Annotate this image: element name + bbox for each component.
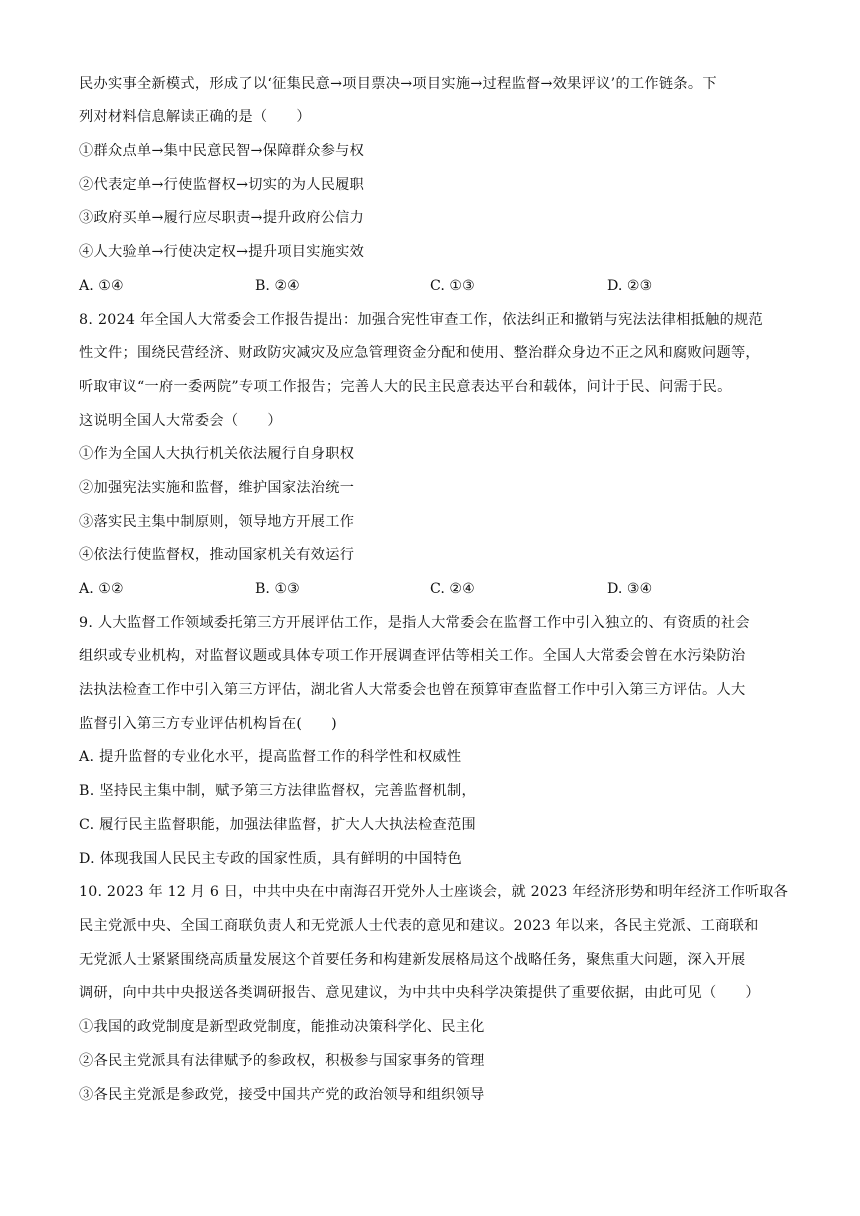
q8-item-2: ②加强宪法实施和监督，维护国家法治统一	[79, 480, 355, 496]
q8-option-d: D. ③④	[607, 581, 653, 597]
q8-stem-line-3: 听取审议“一府一委两院”专项工作报告；完善人大的民主民意表达平台和载体，问计于民、问需于民。	[79, 379, 732, 395]
q8-option-c: C. ②④	[430, 581, 475, 597]
q7-option-a: A. ①④	[79, 278, 124, 294]
q9-stem-line-1: 9. 人大监督工作领域委托第三方开展评估工作，是指人大常委会在监督工作中引入独立的、有资质的社会	[79, 615, 750, 631]
q8-option-a: A. ①②	[79, 581, 124, 597]
q7-stem-line-1: 民办实事全新模式，形成了以‘征集民意→项目票决→项目实施→过程监督→效果评议’的工作链条。下	[79, 76, 717, 92]
q7-item-2: ②代表定单→行使监督权→切实的为人民履职	[79, 177, 365, 193]
q7-option-d: D. ②③	[607, 278, 653, 294]
q8-stem-line-1: 8. 2024 年全国人大常委会工作报告提出：加强合宪性审查工作，依法纠正和撤销与宪法法律相抵触的规范	[79, 312, 764, 328]
q8-item-4: ④依法行使监督权，推动国家机关有效运行	[79, 547, 355, 563]
q10-stem-line-1: 10. 2023 年 12 月 6 日，中共中央在中南海召开党外人士座谈会，就 2023 年经济形势和明年经济工作听取各	[79, 884, 789, 900]
q10-stem-line-4: 调研，向中共中央报送各类调研报告、意见建议，为中共中央科学决策提供了重要依据，由此可见（ ）	[79, 985, 760, 1001]
q10-item-1: ①我国的政党制度是新型政党制度，能推动决策科学化、民主化	[79, 1019, 485, 1035]
q8-stem-line-2: 性文件；围绕民营经济、财政防灾减灾及应急管理资金分配和使用、整治群众身边不正之风和腐败问题等，	[79, 345, 760, 361]
q9-stem-line-3: 法执法检查工作中引入第三方评估，湖北省人大常委会也曾在预算审查监督工作中引入第三方评估。人大	[79, 682, 746, 698]
q8-option-b: B. ①③	[255, 581, 300, 597]
q7-stem-line-2: 列对材料信息解读正确的是（ ）	[79, 109, 311, 125]
q10-item-3: ③各民主党派是参政党，接受中国共产党的政治领导和组织领导	[79, 1087, 485, 1103]
q8-item-1: ①作为全国人大执行机关依法履行自身职权	[79, 446, 355, 462]
q9-option-b: B. 坚持民主集中制，赋予第三方法律监督权，完善监督机制，	[79, 783, 477, 799]
q9-stem-line-4: 监督引入第三方专业评估机构旨在( )	[79, 716, 337, 732]
q9-stem-line-2: 组织或专业机构，对监督议题或具体专项工作开展调查评估等相关工作。全国人大常委会曾在水污染防治	[79, 648, 746, 664]
q7-item-3: ③政府买单→履行应尽职责→提升政府公信力	[79, 210, 365, 226]
q10-stem-line-2: 民主党派中央、全国工商联负责人和无党派人士代表的意见和建议。2023 年以来，各民主党派、工商联和	[79, 918, 759, 934]
q8-stem-line-4: 这说明全国人大常委会（ ）	[79, 413, 282, 429]
q7-option-c: C. ①③	[430, 278, 475, 294]
q10-stem-line-3: 无党派人士紧紧围绕高质量发展这个首要任务和构建新发展格局这个战略任务，聚焦重大问题，深入开展	[79, 952, 746, 968]
q7-option-b: B. ②④	[255, 278, 300, 294]
q9-option-a: A. 提升监督的专业化水平，提高监督工作的科学性和权威性	[79, 749, 462, 765]
q7-item-4: ④人大验单→行使决定权→提升项目实施实效	[79, 244, 365, 260]
q10-item-2: ②各民主党派具有法律赋予的参政权，积极参与国家事务的管理	[79, 1053, 485, 1069]
q7-item-1: ①群众点单→集中民意民智→保障群众参与权	[79, 143, 365, 159]
q8-item-3: ③落实民主集中制原则，领导地方开展工作	[79, 514, 355, 530]
q9-option-c: C. 履行民主监督职能，加强法律监督，扩大人大执法检查范围	[79, 817, 476, 833]
q9-option-d: D. 体现我国人民民主专政的国家性质，具有鲜明的中国特色	[79, 851, 462, 867]
